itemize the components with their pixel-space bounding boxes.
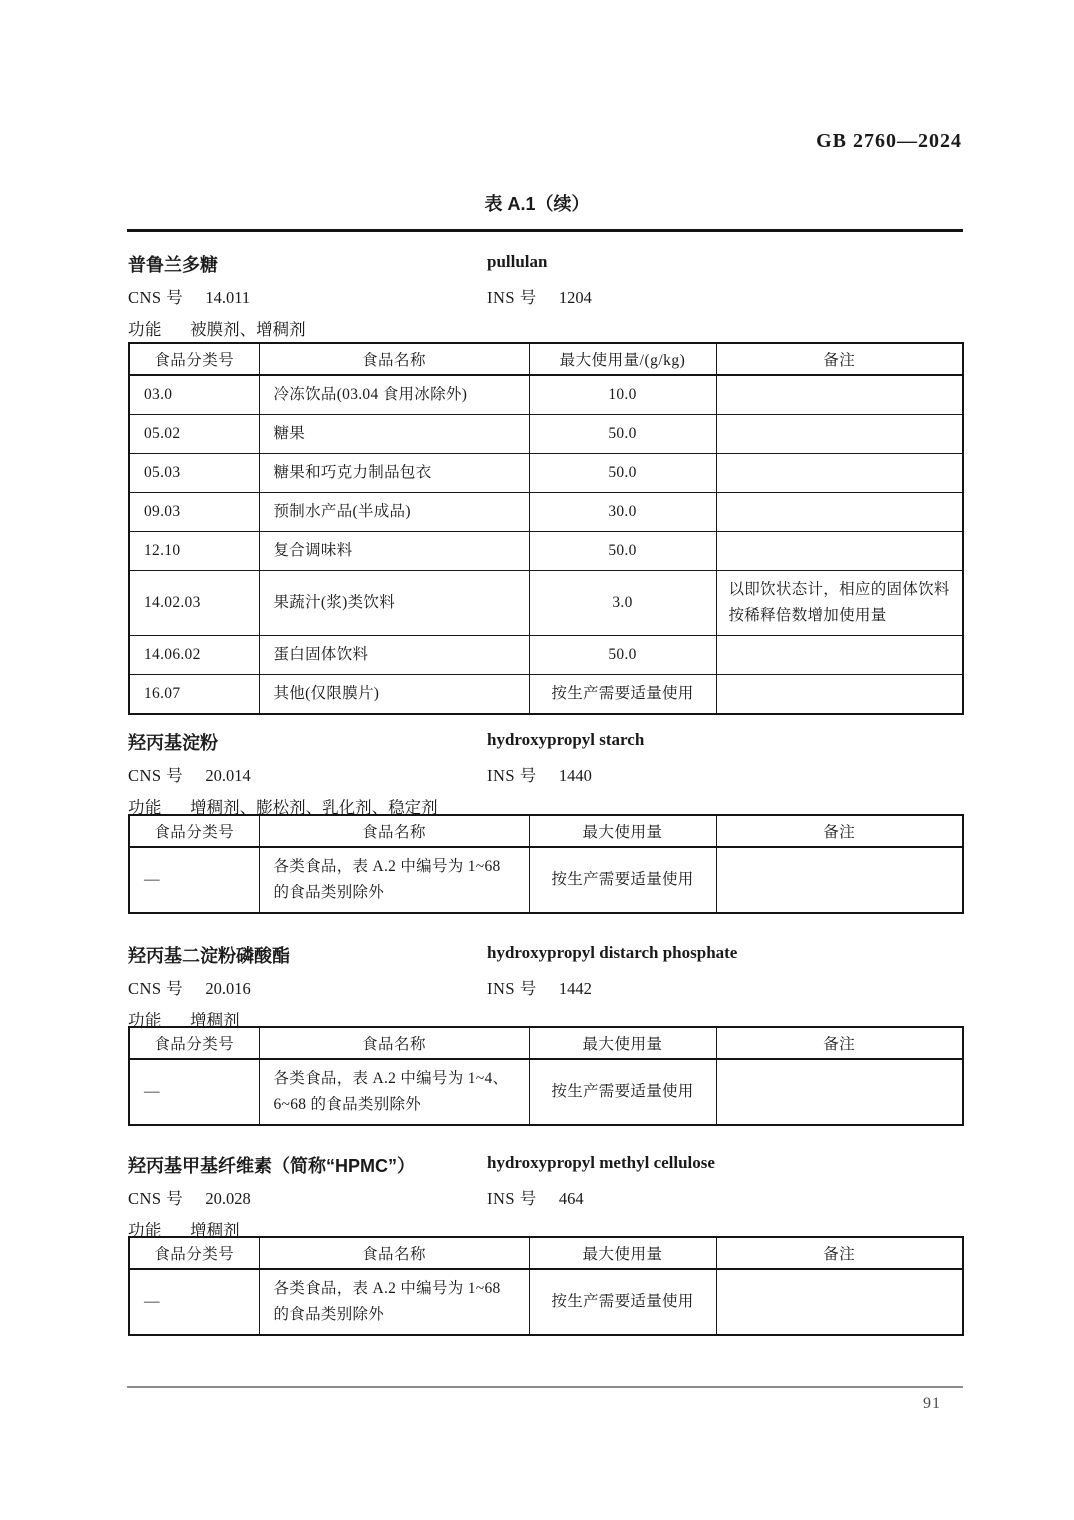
food-name: 蛋白固体饮料 [259, 636, 529, 675]
additive-name-cn: 羟丙基淀粉 [128, 733, 218, 753]
max-usage: 按生产需要适量使用 [529, 847, 716, 913]
additive-name-en: hydroxypropyl methyl cellulose [487, 1153, 715, 1172]
ins-number: 464 [558, 1189, 584, 1208]
max-usage: 按生产需要适量使用 [529, 1059, 716, 1125]
food-category-code: 12.10 [129, 532, 259, 571]
column-header: 最大使用量 [529, 1237, 716, 1269]
max-usage: 按生产需要适量使用 [529, 1269, 716, 1335]
food-name: 各类食品，表 A.2 中编号为 1~68 的食品类别除外 [259, 847, 529, 913]
max-usage: 50.0 [529, 454, 716, 493]
function-value: 被膜剂、增稠剂 [190, 320, 306, 339]
remark [716, 636, 963, 675]
food-name: 其他(仅限膜片) [259, 675, 529, 715]
usage-table [128, 1236, 964, 1336]
additive-heading [128, 251, 962, 284]
max-usage: 30.0 [529, 493, 716, 532]
column-header: 备注 [716, 1027, 963, 1059]
ins-label: INS 号 [487, 979, 537, 998]
additive-name-en: hydroxypropyl distarch phosphate [487, 943, 738, 962]
remark [716, 675, 963, 715]
function-value: 增稠剂、膨松剂、乳化剂、稳定剂 [190, 798, 438, 817]
column-header: 备注 [716, 815, 963, 847]
additive-name-en: pullulan [487, 252, 548, 271]
max-usage: 3.0 [529, 571, 716, 636]
usage-table [128, 342, 964, 715]
table-row [129, 493, 963, 532]
column-header: 最大使用量/(g/kg) [529, 343, 716, 375]
usage-table-wrap [128, 1236, 962, 1336]
additive-heading [128, 729, 962, 762]
cns-number: 20.028 [205, 1189, 251, 1208]
table-row [129, 636, 963, 675]
cns-label: CNS 号 [128, 1189, 184, 1208]
ins-label: INS 号 [487, 766, 537, 785]
food-category-code: 14.06.02 [129, 636, 259, 675]
function-value: 增稠剂 [190, 1221, 240, 1240]
additive-name-cn: 普鲁兰多糖 [128, 255, 218, 275]
food-category-code: 09.03 [129, 493, 259, 532]
table-header-row [129, 343, 963, 375]
additive-name-en: hydroxypropyl starch [487, 730, 645, 749]
ins-group [487, 975, 592, 999]
function-label: 功能 [128, 1221, 162, 1240]
column-header: 最大使用量 [529, 815, 716, 847]
remark [716, 1269, 963, 1335]
column-header: 食品名称 [259, 343, 529, 375]
table-header-row [129, 1237, 963, 1269]
function-label: 功能 [128, 798, 162, 817]
usage-table-wrap [128, 342, 962, 715]
food-category-code: 05.02 [129, 415, 259, 454]
max-usage: 按生产需要适量使用 [529, 675, 716, 715]
table-row [129, 571, 963, 636]
food-name: 预制水产品(半成品) [259, 493, 529, 532]
cns-label: CNS 号 [128, 979, 184, 998]
food-category-code: — [129, 1269, 259, 1335]
food-category-code: 14.02.03 [129, 571, 259, 636]
table-row [129, 415, 963, 454]
column-header: 食品分类号 [129, 1237, 259, 1269]
ins-number: 1440 [558, 766, 592, 785]
table-row [129, 847, 963, 913]
cns-number: 14.011 [205, 288, 251, 307]
column-header: 食品名称 [259, 1237, 529, 1269]
food-category-code: 16.07 [129, 675, 259, 715]
remark [716, 375, 963, 415]
food-name: 糖果 [259, 415, 529, 454]
ins-number: 1442 [558, 979, 592, 998]
footer-rule [127, 1386, 963, 1388]
column-header: 食品分类号 [129, 815, 259, 847]
table-header-row [129, 815, 963, 847]
remark: 以即饮状态计，相应的固体饮料按稀释倍数增加使用量 [716, 571, 963, 636]
page-title: 表 A.1（续） [484, 194, 590, 214]
function-value: 增稠剂 [190, 1011, 240, 1030]
usage-table [128, 814, 964, 914]
table-row [129, 454, 963, 493]
usage-table [128, 1026, 964, 1126]
remark [716, 415, 963, 454]
column-header: 食品分类号 [129, 1027, 259, 1059]
title-rule [127, 229, 963, 232]
cns-ins-line [128, 762, 962, 794]
column-header: 最大使用量 [529, 1027, 716, 1059]
additive-name-cn: 羟丙基甲基纤维素（简称“HPMC”） [128, 1156, 415, 1176]
column-header: 备注 [716, 1237, 963, 1269]
function-label: 功能 [128, 1011, 162, 1030]
food-category-code: 05.03 [129, 454, 259, 493]
remark [716, 532, 963, 571]
food-name: 糖果和巧克力制品包衣 [259, 454, 529, 493]
cns-label: CNS 号 [128, 288, 184, 307]
column-header: 食品名称 [259, 1027, 529, 1059]
food-name: 各类食品，表 A.2 中编号为 1~4、6~68 的食品类别除外 [259, 1059, 529, 1125]
cns-ins-line [128, 1185, 962, 1217]
ins-number: 1204 [558, 288, 592, 307]
doc-number: GB 2760—2024 [816, 130, 962, 152]
cns-label: CNS 号 [128, 766, 184, 785]
function-label: 功能 [128, 320, 162, 339]
table-row [129, 375, 963, 415]
additive-section-hydroxypropyl-starch [128, 729, 962, 826]
cns-number: 20.016 [205, 979, 251, 998]
ins-label: INS 号 [487, 1189, 537, 1208]
cns-number: 20.014 [205, 766, 251, 785]
table-row [129, 675, 963, 715]
food-category-code: — [129, 1059, 259, 1125]
food-category-code: 03.0 [129, 375, 259, 415]
usage-table-wrap [128, 1026, 962, 1126]
food-name: 果蔬汁(浆)类饮料 [259, 571, 529, 636]
additive-heading [128, 1152, 962, 1185]
max-usage: 50.0 [529, 415, 716, 454]
table-header-row [129, 1027, 963, 1059]
additive-section-hydroxypropyl-distarch-phosphate [128, 942, 962, 1039]
column-header: 食品名称 [259, 815, 529, 847]
food-name: 复合调味料 [259, 532, 529, 571]
page-number: 91 [923, 1395, 941, 1412]
remark [716, 454, 963, 493]
table-row [129, 1269, 963, 1335]
max-usage: 50.0 [529, 636, 716, 675]
max-usage: 50.0 [529, 532, 716, 571]
max-usage: 10.0 [529, 375, 716, 415]
ins-group [487, 1185, 584, 1209]
ins-label: INS 号 [487, 288, 537, 307]
additive-name-cn: 羟丙基二淀粉磷酸酯 [128, 946, 290, 966]
food-category-code: — [129, 847, 259, 913]
table-row [129, 532, 963, 571]
ins-group [487, 762, 592, 786]
ins-group [487, 284, 592, 308]
additive-section-pullulan [128, 251, 962, 348]
remark [716, 493, 963, 532]
additive-heading [128, 942, 962, 975]
cns-ins-line [128, 975, 962, 1007]
remark [716, 847, 963, 913]
table-row [129, 1059, 963, 1125]
column-header: 备注 [716, 343, 963, 375]
column-header: 食品分类号 [129, 343, 259, 375]
cns-ins-line [128, 284, 962, 316]
remark [716, 1059, 963, 1125]
food-name: 各类食品，表 A.2 中编号为 1~68 的食品类别除外 [259, 1269, 529, 1335]
food-name: 冷冻饮品(03.04 食用冰除外) [259, 375, 529, 415]
usage-table-wrap [128, 814, 962, 914]
additive-section-hpmc [128, 1152, 962, 1249]
